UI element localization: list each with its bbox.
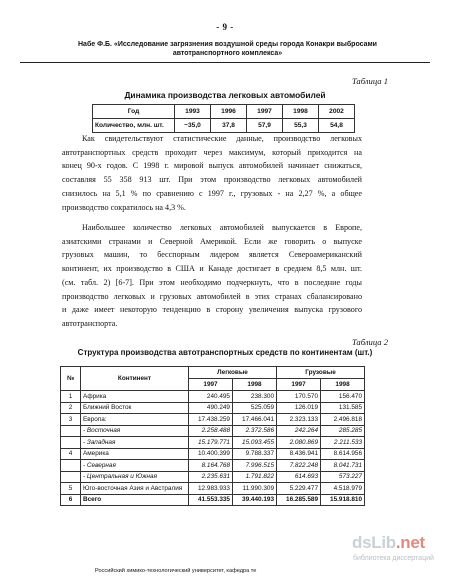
table1-header-cell: 1996: [211, 105, 247, 119]
table2-cell: 525.059: [233, 402, 277, 414]
paragraph-2: [62, 221, 362, 331]
table2-row-num: [61, 425, 81, 437]
table2-row-num: 2: [61, 402, 81, 414]
table2-row-name: - Восточная: [81, 425, 189, 437]
table1-caption: Таблица 1: [351, 76, 388, 86]
text-line: составляя 55 358 913 шт. При этом производство легковых автомобилей: [62, 175, 362, 185]
table1-header-row: [93, 105, 355, 119]
table2-row-num: [61, 471, 81, 483]
running-head-line: автотранспортного комплекса»: [172, 50, 283, 57]
table2-cell: 12.983.933: [189, 483, 233, 495]
table2-header-year: 1997: [189, 379, 233, 391]
table2-cell: 1.791.822: [233, 471, 277, 483]
table2-row-num: 1: [61, 391, 81, 403]
table-row: [61, 471, 365, 483]
table2-cell: 15.918.810: [321, 494, 365, 506]
table1-cell: 55,3: [283, 119, 319, 133]
table2-cell: 614.693: [277, 471, 321, 483]
table2-cell: 5.229.477: [277, 483, 321, 495]
table1-header-cell: Год: [93, 105, 175, 119]
text-line: снизилось на 5,1 % по сравнению с 1997 г., грузовых - на 2,27 %, а общее: [62, 188, 362, 198]
table2-row-name: - Центральная и Южная: [81, 471, 189, 483]
text-line: производство легковых и грузовых автомобилей в этих странах сбалансировано: [62, 291, 362, 301]
table2-caption: Таблица 2: [351, 337, 388, 347]
table2-header-year: 1998: [233, 379, 277, 391]
table-row: [61, 460, 365, 472]
table1-data-row: [93, 119, 355, 133]
table2-cell: 9.788.337: [233, 448, 277, 460]
table2-cell: 8.041.731: [321, 460, 365, 472]
watermark-logo-part: Lib: [371, 533, 396, 552]
footer-line: Российский химико-технологический университет, кафедра те: [95, 568, 257, 574]
table2-header-row: [61, 367, 365, 379]
table2-row-name: Всего: [81, 494, 189, 506]
table1-cell: 54,8: [319, 119, 355, 133]
table2: [60, 366, 365, 506]
text-line: азиатскими странами и Северной Америкой. Если же говорить о выпуске: [62, 236, 362, 246]
table1-title: Динамика производства легковых автомобилей: [124, 90, 326, 100]
watermark-subtitle: библиотека диссертаций: [353, 555, 434, 562]
table2-row-num: [61, 437, 81, 449]
table2-cell: 2.323.133: [277, 414, 321, 426]
table2-cell: 285.285: [321, 425, 365, 437]
paragraph-1: [62, 132, 362, 214]
page-number: - 9 -: [216, 22, 234, 32]
table2-cell: 490.249: [189, 402, 233, 414]
table2-row-num: 6: [61, 494, 81, 506]
table2-cell: 15.093.455: [233, 437, 277, 449]
table2-cell: 41.553.335: [189, 494, 233, 506]
table-row: [61, 437, 365, 449]
table2-cell: 131.585: [321, 402, 365, 414]
header-rule: [20, 62, 430, 63]
table2-cell: 4.518.979: [321, 483, 365, 495]
table2-cell: 10.400.399: [189, 448, 233, 460]
table2-header-num: №: [61, 367, 81, 391]
table1-row-label: Количество, млн. шт.: [93, 119, 175, 133]
table-row: [61, 391, 365, 403]
table2-cell: 2.080.869: [277, 437, 321, 449]
table2-row-name: - Западная: [81, 437, 189, 449]
table2-cell: 17.466.041: [233, 414, 277, 426]
table2-cell: 16.285.589: [277, 494, 321, 506]
table2-cell: 2.496.818: [321, 414, 365, 426]
table-row: [61, 448, 365, 460]
table1-cell: 37,8: [211, 119, 247, 133]
watermark: [352, 533, 444, 573]
table2-cell: 2.235.631: [189, 471, 233, 483]
table1-cell: ~35,0: [175, 119, 211, 133]
table2-row-num: 5: [61, 483, 81, 495]
text-line: производство сократилось на 4,3 %.: [62, 202, 186, 212]
text-line: континент, их производство в США и Канаде достигает в среднем 8,5 млн. шт.: [62, 264, 362, 274]
table2-cell: 238.300: [233, 391, 277, 403]
table2-cell: 15.179.771: [189, 437, 233, 449]
table2-cell: 8.614.956: [321, 448, 365, 460]
text-line: автотранспортных средств проходит через максимум, который приходится на: [62, 147, 362, 157]
table2-row-num: 3: [61, 414, 81, 426]
text-line: Как свидетельствуют статистические данные, производство легковых: [82, 134, 362, 143]
table2-header-continent: Континент: [81, 367, 189, 391]
running-head: [55, 40, 400, 58]
table2-cell: 8.164.768: [189, 460, 233, 472]
running-head-line: Набе Ф.Б. «Исследование загрязнения воздушной среды города Конакри выбросами: [78, 41, 377, 48]
table2-row-name: - Северная: [81, 460, 189, 472]
table-row: [61, 425, 365, 437]
table2-cell: 7.822.248: [277, 460, 321, 472]
watermark-logo-part: ds: [352, 533, 372, 552]
text-line: (см. табл. 2) [6-7]. При этом необходимо подчеркнуть, что в последние годы: [62, 277, 362, 287]
table2-cell: 39.440.193: [233, 494, 277, 506]
text-line: и даже имеет некоторую тенденцию в сторону увеличения выпуска грузового: [62, 305, 362, 315]
table1: [92, 104, 355, 133]
table2-cell: 7.996.515: [233, 460, 277, 472]
table2-row-num: 4: [61, 448, 81, 460]
table2-cell: 170.570: [277, 391, 321, 403]
table2-row-num: [61, 460, 81, 472]
table2-row-name: Ближний Восток: [81, 402, 189, 414]
table2-header-year: 1998: [321, 379, 365, 391]
table2-row-name: Америка: [81, 448, 189, 460]
table2-cell: 2.372.586: [233, 425, 277, 437]
text-line: Наибольшее количество легковых автомобилей выпускается в Европе,: [82, 223, 362, 232]
table2-header-year: 1997: [277, 379, 321, 391]
table2-cell: 240.495: [189, 391, 233, 403]
text-line: грузовых машин, то бесспорным лидером является Североамериканский: [62, 250, 362, 260]
table2-title: Структура производства автотранспортных средств по континентам (шт.): [77, 348, 373, 357]
table2-cell: 2.211.533: [321, 437, 365, 449]
table2-cell: 126.019: [277, 402, 321, 414]
text-line: автотранспорта.: [62, 318, 118, 328]
table-row: [61, 494, 365, 506]
table2-cell: 573.227: [321, 471, 365, 483]
table2-cell: 17.438.259: [189, 414, 233, 426]
table1-header-cell: 1997: [247, 105, 283, 119]
table2-cell: 11.990.309: [233, 483, 277, 495]
table2-header-cars: Легковые: [189, 367, 277, 379]
watermark-logo-part: .net: [395, 533, 425, 552]
table-row: [61, 414, 365, 426]
table1-header-cell: 1998: [283, 105, 319, 119]
table2-row-name: Африка: [81, 391, 189, 403]
table2-header-trucks: Грузовые: [277, 367, 365, 379]
table2-cell: 156.470: [321, 391, 365, 403]
text-line: конец 90-х годов. С 1998 г. мировой выпуск автомобилей начинает снижаться,: [62, 161, 362, 171]
table-row: [61, 483, 365, 495]
table1-header-cell: 1993: [175, 105, 211, 119]
table1-header-cell: 2002: [319, 105, 355, 119]
table2-row-name: Европа:: [81, 414, 189, 426]
table-row: [61, 402, 365, 414]
table2-cell: 8.436.941: [277, 448, 321, 460]
table1-cell: 57,9: [247, 119, 283, 133]
table2-cell: 242.264: [277, 425, 321, 437]
table2-cell: 2.258.488: [189, 425, 233, 437]
table2-row-name: Юго-восточная Азия и Австралия: [81, 483, 189, 495]
watermark-logo: [352, 533, 425, 553]
